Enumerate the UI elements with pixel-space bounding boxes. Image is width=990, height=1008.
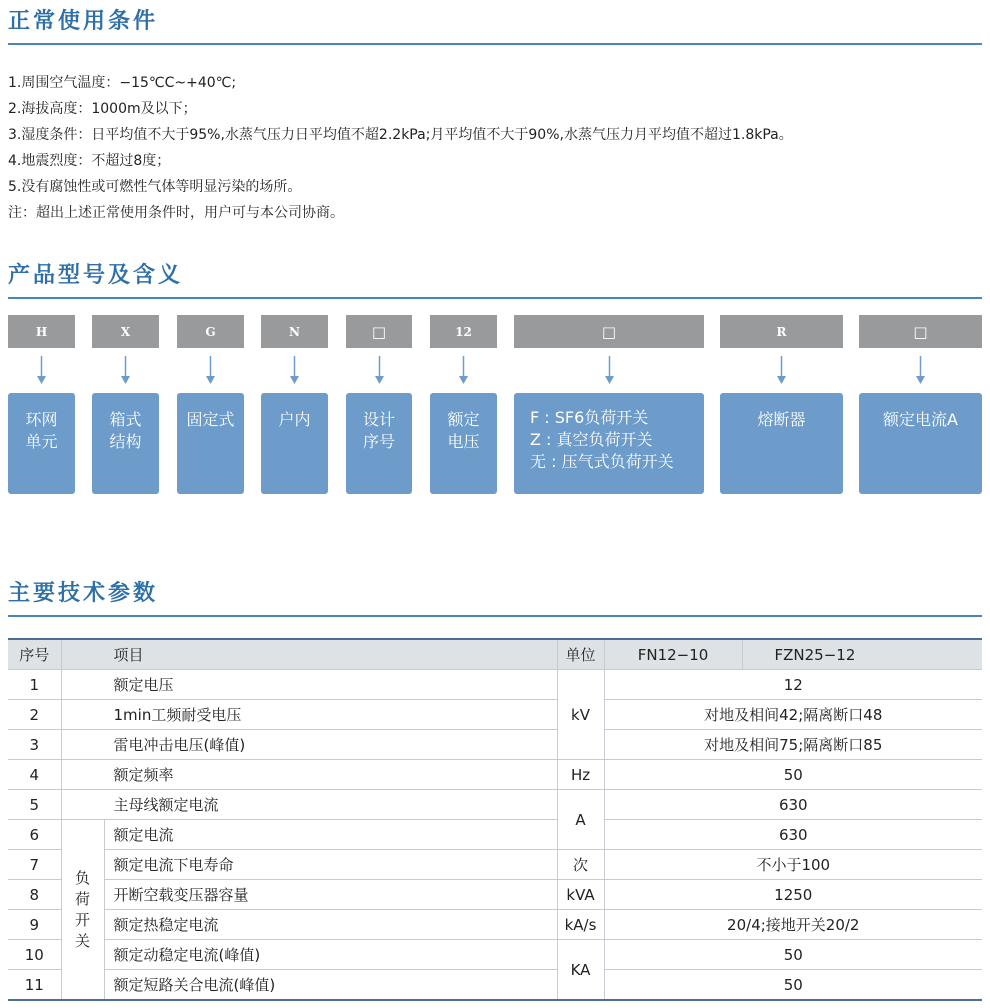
section-title-params: 主要技术参数 bbox=[8, 581, 159, 606]
group-label-load-switch bbox=[61, 820, 104, 1001]
header-model-fn12: FN12−10 bbox=[604, 639, 742, 670]
code-box: □ bbox=[346, 315, 412, 348]
row-value: 20/4;接地开关20/2 bbox=[604, 910, 982, 940]
row-unit: 次 bbox=[557, 850, 604, 880]
row-item: 额定短路关合电流(峰值) bbox=[104, 970, 557, 1001]
condition-item: 2.海拔高度：1000m及以下； bbox=[8, 101, 197, 117]
meaning-box bbox=[8, 393, 75, 494]
table-row bbox=[8, 970, 982, 1001]
group-label-char: 关 bbox=[74, 931, 90, 950]
row-value: 对地及相间42;隔离断口48 bbox=[604, 700, 982, 730]
table-header-row bbox=[8, 639, 982, 670]
section-rule bbox=[8, 43, 982, 45]
table-row bbox=[8, 820, 982, 850]
header-model-fzn25: FZN25−12 bbox=[742, 639, 982, 670]
code-box: □ bbox=[514, 315, 704, 348]
row-item: 额定电压 bbox=[61, 670, 557, 700]
down-arrow-icon bbox=[459, 356, 468, 384]
meaning-line: 环网 bbox=[25, 410, 58, 429]
code-box: N bbox=[261, 315, 328, 348]
row-unit: kV bbox=[557, 670, 604, 760]
group-label-char: 开 bbox=[74, 910, 90, 929]
row-unit: KA bbox=[557, 940, 604, 1001]
meaning-line: 熔断器 bbox=[757, 410, 806, 429]
row-no: 11 bbox=[8, 970, 61, 1001]
header-unit: 单位 bbox=[557, 639, 604, 670]
meaning-box bbox=[430, 393, 497, 494]
parameters-table bbox=[8, 638, 982, 1001]
group-label-char: 荷 bbox=[74, 889, 90, 908]
row-no: 2 bbox=[8, 700, 61, 730]
header-no: 序号 bbox=[8, 639, 61, 670]
section-rule bbox=[8, 615, 982, 617]
meaning-box bbox=[720, 393, 843, 494]
table-row bbox=[8, 700, 982, 730]
section-rule bbox=[8, 297, 982, 299]
row-value: 12 bbox=[604, 670, 982, 700]
condition-item: 3.湿度条件：日平均值不大于95%,水蒸气压力日平均值不超2.2kPa;月平均值不大于90%,水蒸气压力月平均值不超过1.8kPa。 bbox=[8, 127, 793, 143]
row-item: 额定热稳定电流 bbox=[104, 910, 557, 940]
row-item: 额定电流下电寿命 bbox=[104, 850, 557, 880]
meaning-line: Z : 真空负荷开关 bbox=[530, 430, 653, 449]
conditions-list bbox=[8, 70, 793, 226]
row-value: 1250 bbox=[604, 880, 982, 910]
table-row bbox=[8, 730, 982, 760]
table-row bbox=[8, 910, 982, 940]
group-label-char: 负 bbox=[74, 868, 90, 887]
row-item: 1min工频耐受电压 bbox=[61, 700, 557, 730]
row-item: 开断空载变压器容量 bbox=[104, 880, 557, 910]
meaning-box bbox=[859, 393, 982, 494]
down-arrow-icon bbox=[37, 356, 46, 384]
row-value: 50 bbox=[604, 970, 982, 1001]
row-value: 630 bbox=[604, 820, 982, 850]
down-arrow-icon bbox=[375, 356, 384, 384]
meaning-line: 额定 bbox=[447, 410, 480, 429]
row-item: 额定电流 bbox=[104, 820, 557, 850]
meaning-line: F : SF6负荷开关 bbox=[530, 408, 649, 427]
meaning-box bbox=[346, 393, 412, 494]
row-item: 雷电冲击电压(峰值) bbox=[61, 730, 557, 760]
table-row bbox=[8, 940, 982, 970]
row-no: 9 bbox=[8, 910, 61, 940]
down-arrow-icon bbox=[777, 356, 786, 384]
row-item: 额定动稳定电流(峰值) bbox=[104, 940, 557, 970]
code-box: H bbox=[8, 315, 75, 348]
row-unit: A bbox=[557, 790, 604, 850]
meaning-box bbox=[514, 393, 704, 494]
condition-item: 5.没有腐蚀性或可燃性气体等明显污染的场所。 bbox=[8, 179, 302, 195]
meaning-box bbox=[92, 393, 159, 494]
row-no: 1 bbox=[8, 670, 61, 700]
row-no: 10 bbox=[8, 940, 61, 970]
down-arrow-icon bbox=[605, 356, 614, 384]
row-value: 50 bbox=[604, 760, 982, 790]
row-no: 4 bbox=[8, 760, 61, 790]
meaning-box bbox=[261, 393, 328, 494]
section-title-model: 产品型号及含义 bbox=[8, 263, 184, 288]
row-no: 3 bbox=[8, 730, 61, 760]
row-value: 50 bbox=[604, 940, 982, 970]
code-box: 12 bbox=[430, 315, 497, 348]
row-no: 5 bbox=[8, 790, 61, 820]
code-box: G bbox=[177, 315, 244, 348]
condition-note: 注：超出上述正常使用条件时，用户可与本公司协商。 bbox=[8, 205, 344, 221]
down-arrow-icon bbox=[206, 356, 215, 384]
row-no: 8 bbox=[8, 880, 61, 910]
down-arrow-icon bbox=[916, 356, 925, 384]
meaning-line: 额定电流A bbox=[883, 410, 958, 429]
row-value: 不小于100 bbox=[604, 850, 982, 880]
condition-item: 1.周围空气温度：−15℃C~+40℃; bbox=[8, 75, 237, 91]
row-no: 6 bbox=[8, 820, 61, 850]
down-arrow-icon bbox=[290, 356, 299, 384]
code-box: □ bbox=[859, 315, 982, 348]
row-item: 主母线额定电流 bbox=[61, 790, 557, 820]
row-item: 额定频率 bbox=[61, 760, 557, 790]
meaning-line: 箱式 bbox=[109, 410, 142, 429]
row-unit: kA/s bbox=[557, 910, 604, 940]
meaning-line: 无 : 压气式负荷开关 bbox=[530, 452, 674, 471]
meaning-box bbox=[177, 393, 244, 494]
table-row bbox=[8, 880, 982, 910]
condition-item: 4.地震烈度：不超过8度； bbox=[8, 153, 171, 169]
header-item: 项目 bbox=[61, 639, 557, 670]
meaning-line: 固定式 bbox=[186, 410, 235, 429]
meaning-line: 电压 bbox=[447, 432, 480, 451]
meaning-line: 序号 bbox=[362, 432, 395, 451]
code-box: R bbox=[720, 315, 843, 348]
section-title-conditions: 正常使用条件 bbox=[8, 9, 159, 34]
row-unit: kVA bbox=[557, 880, 604, 910]
table-row bbox=[8, 670, 982, 700]
code-box: X bbox=[92, 315, 159, 348]
table-row bbox=[8, 760, 982, 790]
meaning-line: 结构 bbox=[109, 432, 142, 451]
row-unit: Hz bbox=[557, 760, 604, 790]
row-value: 630 bbox=[604, 790, 982, 820]
meaning-line: 设计 bbox=[362, 410, 395, 429]
table-row bbox=[8, 850, 982, 880]
row-no: 7 bbox=[8, 850, 61, 880]
meaning-line: 户内 bbox=[278, 410, 311, 429]
meaning-line: 单元 bbox=[25, 432, 58, 451]
down-arrow-icon bbox=[121, 356, 130, 384]
table-row bbox=[8, 790, 982, 820]
row-value: 对地及相间75;隔离断口85 bbox=[604, 730, 982, 760]
